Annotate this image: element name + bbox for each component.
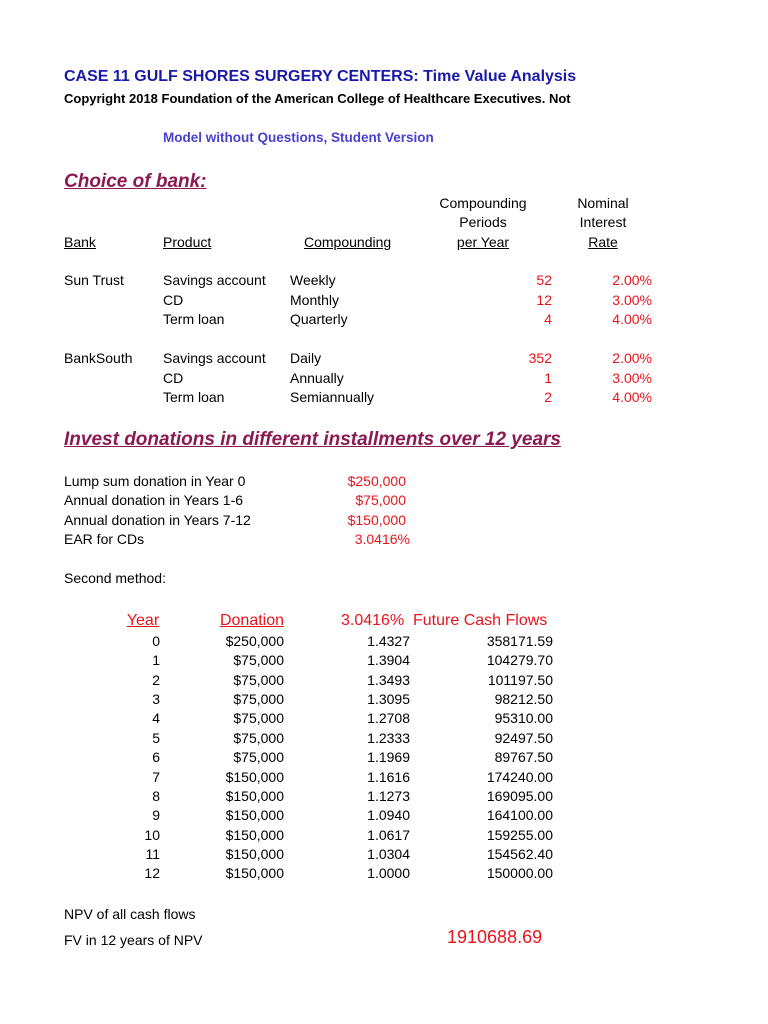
input-value: $250,000 (347, 473, 406, 489)
donation-cell: $75,000 (233, 652, 284, 669)
donation-cell: $150,000 (225, 807, 284, 824)
year-cell: 2 (152, 671, 160, 688)
future-value-cell: 92497.50 (494, 729, 553, 746)
header-factor: 3.0416% (341, 612, 405, 629)
method-label: Second method: (64, 570, 166, 586)
factor-cell: 1.0000 (367, 865, 410, 882)
nominal-rate: 3.00% (612, 370, 652, 386)
year-cell: 6 (152, 749, 160, 766)
col-compounding: Compounding (304, 234, 392, 250)
donation-cell: $150,000 (225, 787, 284, 804)
table-row (0, 710, 768, 730)
year-cell: 1 (152, 652, 160, 669)
factor-cell: 1.2333 (367, 729, 410, 746)
bank-name: Sun Trust (64, 272, 124, 288)
donation-cell: $75,000 (233, 691, 284, 707)
fv-value: 1910688.69 (447, 927, 543, 947)
future-value-cell: 150000.00 (486, 865, 553, 882)
table-row (0, 788, 768, 808)
future-value-cell: 164100.00 (486, 807, 553, 824)
future-value-cell: 169095.00 (486, 787, 553, 804)
future-value-cell: 89767.50 (494, 749, 553, 766)
input-label: Annual donation in Years 7-12 (64, 512, 251, 528)
product-name: Savings account (163, 272, 266, 288)
table-row (0, 691, 768, 711)
future-value-cell: 95310.00 (494, 710, 553, 727)
bank-section-heading: Choice of bank: (64, 171, 207, 192)
nominal-rate: 2.00% (612, 350, 652, 366)
periods-per-year: 352 (528, 350, 552, 366)
product-name: CD (163, 292, 184, 308)
future-value-cell: 154562.40 (486, 845, 553, 862)
col-periods-line3: per Year (456, 234, 510, 250)
fv-label: FV in 12 years of NPV (64, 932, 203, 948)
year-cell: 8 (152, 787, 160, 804)
copyright-notice: Copyright 2018 Foundation of the American College of Healthcare Executives. Not (64, 91, 571, 106)
donation-input-row (0, 531, 768, 551)
future-value-cell: 101197.50 (487, 671, 553, 688)
nominal-rate: 4.00% (612, 389, 652, 405)
col-periods-line1: Compounding (439, 195, 527, 211)
factor-cell: 1.0304 (367, 845, 410, 862)
table-row (0, 749, 768, 769)
factor-cell: 1.4327 (367, 633, 410, 649)
col-bank: Bank (64, 234, 96, 250)
product-name: Savings account (163, 350, 266, 366)
periods-per-year: 4 (544, 311, 552, 327)
factor-cell: 1.3904 (367, 652, 410, 669)
table-row (0, 827, 768, 847)
npv-label: NPV of all cash flows (64, 906, 196, 922)
year-cell: 3 (152, 691, 160, 707)
donation-cell: $150,000 (225, 865, 284, 882)
donation-input-row (0, 473, 768, 493)
bank-row (0, 292, 768, 312)
table-row (0, 672, 768, 692)
table-row (0, 807, 768, 827)
product-name: Term loan (163, 389, 225, 405)
page-title: CASE 11 GULF SHORES SURGERY CENTERS: Time Value Analysis (64, 68, 577, 85)
bank-row (0, 370, 768, 390)
compounding-type: Monthly (290, 292, 340, 308)
factor-cell: 1.3493 (367, 671, 410, 688)
factor-cell: 1.0940 (367, 807, 410, 824)
product-name: Term loan (163, 311, 225, 327)
future-value-cell: 98212.50 (494, 691, 553, 707)
nominal-rate: 3.00% (612, 292, 652, 308)
donation-cell: $75,000 (233, 671, 284, 688)
input-label: Lump sum donation in Year 0 (64, 473, 246, 489)
input-value: $75,000 (355, 492, 406, 508)
future-value-cell: 358171.59 (486, 633, 553, 649)
year-cell: 0 (152, 633, 160, 649)
bank-row (0, 350, 768, 370)
donation-cell: $75,000 (233, 749, 284, 766)
donation-cell: $150,000 (225, 826, 284, 843)
factor-cell: 1.1273 (367, 787, 410, 804)
model-subtitle: Model without Questions, Student Version (163, 130, 434, 145)
bank-row (0, 272, 768, 292)
periods-per-year: 1 (544, 370, 552, 386)
header-future: Future Cash Flows (413, 612, 548, 629)
input-label: EAR for CDs (64, 531, 145, 547)
year-cell: 11 (145, 845, 160, 862)
input-value: $150,000 (347, 512, 406, 528)
input-label: Annual donation in Years 1-6 (64, 492, 244, 508)
col-rate-line2: Interest (579, 214, 627, 230)
compounding-type: Daily (290, 350, 322, 366)
factor-cell: 1.1969 (367, 749, 410, 766)
factor-cell: 1.2708 (367, 710, 410, 727)
table-row (0, 652, 768, 672)
donation-cell: $75,000 (233, 710, 284, 727)
nominal-rate: 4.00% (612, 311, 652, 327)
bank-name: BankSouth (64, 350, 133, 366)
factor-cell: 1.1616 (367, 768, 410, 785)
table-row (0, 865, 768, 885)
donation-cell: $75,000 (233, 729, 284, 746)
year-cell: 10 (144, 826, 160, 843)
compounding-type: Annually (290, 370, 344, 386)
periods-per-year: 52 (536, 272, 552, 288)
future-value-cell: 174240.00 (486, 768, 553, 785)
product-name: CD (163, 370, 184, 386)
periods-per-year: 12 (536, 292, 552, 308)
donation-cell: $150,000 (225, 768, 284, 785)
donation-input-row (0, 512, 768, 532)
future-value-cell: 104279.70 (486, 652, 553, 669)
compounding-type: Weekly (290, 272, 336, 288)
col-product: Product (163, 234, 212, 250)
bank-row (0, 389, 768, 409)
header-year: Year (126, 612, 160, 629)
year-cell: 7 (152, 768, 160, 785)
table-row (0, 769, 768, 789)
col-rate-line1: Nominal (577, 195, 629, 211)
year-cell: 5 (152, 729, 160, 746)
year-cell: 4 (152, 710, 160, 727)
compounding-type: Semiannually (290, 389, 375, 405)
table-row (0, 730, 768, 750)
header-donation: Donation (219, 612, 285, 629)
nominal-rate: 2.00% (612, 272, 652, 288)
donation-cell: $250,000 (225, 633, 284, 649)
bank-row (0, 311, 768, 331)
donation-input-row (0, 492, 768, 512)
year-cell: 9 (152, 807, 160, 824)
periods-per-year: 2 (544, 389, 552, 405)
invest-section-heading: Invest donations in different installments over 12 years (64, 429, 561, 450)
input-value: 3.0416% (354, 531, 410, 547)
year-cell: 12 (144, 865, 160, 882)
factor-cell: 1.3095 (367, 691, 410, 707)
col-rate-line3: Rate (588, 234, 618, 250)
compounding-type: Quarterly (290, 311, 348, 327)
table-row (0, 846, 768, 866)
factor-cell: 1.0617 (367, 826, 410, 843)
table-row (0, 633, 768, 653)
col-periods-line2: Periods (459, 214, 507, 230)
donation-cell: $150,000 (225, 845, 284, 862)
future-value-cell: 159255.00 (486, 826, 553, 843)
